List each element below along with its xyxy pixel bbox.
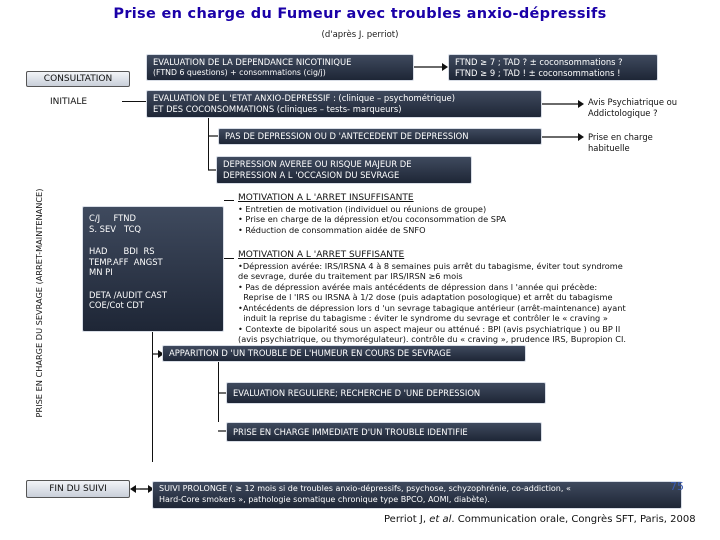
- prise-immediate-box: [226, 422, 542, 442]
- consultation-label: CONSULTATION: [43, 74, 113, 84]
- sidebar-label: PRISE EN CHARGE DU SEVRAGE (ARRET-MAINTENANCE): [34, 188, 44, 418]
- motivation-suffisante-line: •Antécédents de dépression lors d 'un sevrage tabagique antérieur (arrêt-maintenance) ayant: [238, 302, 626, 313]
- had-line1: HAD BDI RS: [89, 246, 155, 256]
- motivation-suffisante-line: Reprise de l 'IRS ou IRSNA à 1/2 dose (puis adaptation posologique) et arrêt du tabagisme: [238, 292, 613, 302]
- page-title: Prise en charge du Fumeur avec troubles anxio-dépressifs: [113, 6, 607, 22]
- citation-italic: et al: [429, 514, 452, 525]
- motivation-suffisante-line: induit la reprise du tabagisme : éviter le syndrome du sevrage et contrôler le « craving »: [238, 313, 608, 323]
- arrow-to-ftnd: [414, 62, 448, 72]
- avis-psy-text: [588, 97, 677, 118]
- depression-averee-line1: DEPRESSION AVEREE OU RISQUE MAJEUR DE: [223, 159, 412, 169]
- apparition-label: APPARITION D 'UN TROUBLE DE L'HUMEUR EN COURS DE SEVRAGE: [169, 348, 452, 358]
- motivation-suffisante-heading: MOTIVATION A L 'ARRET SUFFISANTE: [238, 250, 405, 260]
- initiale-label: INITIALE: [50, 97, 88, 107]
- eval-dependance-box: [146, 54, 414, 81]
- citation-suffix: . Communication orale, Congrès SFT, Paris, 2008: [451, 514, 696, 525]
- prise-immediate-label: PRISE EN CHARGE IMMEDIATE D'UN TROUBLE IDENTIFIE: [233, 427, 468, 437]
- fin-du-suivi-label: FIN DU SUIVI: [49, 484, 107, 494]
- motivation-suffisante-line: • Contexte de bipolarité sous un aspect majeur ou atténué : BPI (avis psychiatrique ) ou BP II: [238, 323, 621, 334]
- page-number: 75: [670, 480, 684, 493]
- motivation-suffisante-line: (avis psychiatrique, ou thymorégulateur). contrôle du « craving », prudence IRS, Bupropion CI.: [238, 334, 626, 344]
- eval-anxio-line2: ET DES COCONSOMMATIONS (cliniques – tests- marqueurs): [153, 103, 402, 114]
- tests-box: [82, 206, 224, 332]
- cj-ftnd-line2: S. SEV TCQ: [89, 223, 142, 234]
- eval-anxio-line1: EVALUATION DE L 'ETAT ANXIO-DEPRESSIF : (clinique – psychométrique): [153, 93, 455, 103]
- cj-ftnd-line1: C/J FTND: [89, 213, 136, 223]
- eval-dependance-line2: (FTND 6 questions) + consommations (cig/j): [153, 67, 326, 77]
- citation-prefix: Perriot J,: [384, 514, 430, 525]
- avis-psy-line1: Avis Psychiatrique ou: [588, 97, 678, 107]
- ftnd-box: [448, 54, 658, 81]
- depression-averee-box: [216, 156, 472, 184]
- pas-depression-label: PAS DE DEPRESSION OU D 'ANTECEDENT DE DEPRESSION: [225, 131, 469, 141]
- evaluation-reguliere-label: EVALUATION REGULIERE; RECHERCHE D 'UNE DEPRESSION: [233, 388, 481, 398]
- sidebar-sevrage: [22, 158, 56, 448]
- fin-du-suivi-box: [26, 480, 130, 498]
- had-line2: TEMP.AFF ANGST: [89, 256, 163, 267]
- prise-habituelle-line1: Prise en charge: [588, 132, 653, 142]
- arrow-to-avis: [542, 99, 584, 109]
- pas-depression-box: [218, 128, 542, 145]
- suivi-prolonge-line2: Hard-Core smokers », pathologie somatique chronique type BPCO, AOMI, diabète).: [159, 494, 490, 504]
- page-subtitle: (d'après J. perriot): [321, 30, 399, 40]
- motivation-suffisante-line: • Pas de dépression avérée mais antécédents de dépression dans l 'année qui précède:: [238, 281, 598, 292]
- consultation-box: [26, 71, 130, 87]
- ftnd-line1: FTND ≥ 7 ; TAD ? ± coconsommations ?: [455, 57, 623, 67]
- motivation-suffisante-line: de sevrage, durée du traitement par IRS/IRSN ≥6 mois: [238, 271, 463, 281]
- motivation-insuffisante: [238, 193, 618, 235]
- apparition-box: [162, 345, 526, 362]
- eval-dependance-line1: EVALUATION DE LA DEPENDANCE NICOTINIQUE: [153, 57, 352, 67]
- motivation-insuffisante-line: • Entretien de motivation (individuel ou réunions de groupe): [238, 203, 487, 214]
- had-line3: MN PI: [89, 267, 113, 277]
- suivi-prolonge-box: [152, 481, 682, 509]
- ftnd-line2: FTND ≥ 9 ; TAD ! ± coconsommations !: [455, 67, 621, 78]
- motivation-insuffisante-line: • Prise en charge de la dépression et/ou coconsommation de SPA: [238, 214, 506, 224]
- motivation-suffisante: [238, 250, 698, 345]
- avis-psy-line2: Addictologique ?: [588, 107, 658, 118]
- depression-averee-line2: DEPRESSION A L 'OCCASION DU SEVRAGE: [223, 169, 400, 180]
- prise-habituelle-line2: habituelle: [588, 142, 630, 153]
- motivation-suffisante-line: •Dépression avérée: IRS/IRSNA 4 à 8 semaines puis arrêt du tabagisme, éviter tout syndrome: [238, 260, 623, 271]
- eval-anxio-box: [146, 90, 542, 118]
- evaluation-reguliere-box: [226, 382, 546, 404]
- motivation-insuffisante-heading: MOTIVATION A L 'ARRET INSUFFISANTE: [238, 193, 414, 203]
- citation: [384, 514, 696, 525]
- deta-line1: DETA /AUDIT CAST: [89, 289, 167, 300]
- deta-line2: COE/Cot CDT: [89, 300, 144, 310]
- motivation-insuffisante-line: • Réduction de consommation aidée de SNFO: [238, 224, 426, 235]
- prise-habituelle-text: [588, 132, 653, 153]
- suivi-prolonge-line1: SUIVI PROLONGE ( ≥ 12 mois si de troubles anxio-dépressifs, psychose, schyzophrénie, co-addiction, «: [159, 484, 571, 493]
- arrow-to-habituelle: [542, 132, 584, 142]
